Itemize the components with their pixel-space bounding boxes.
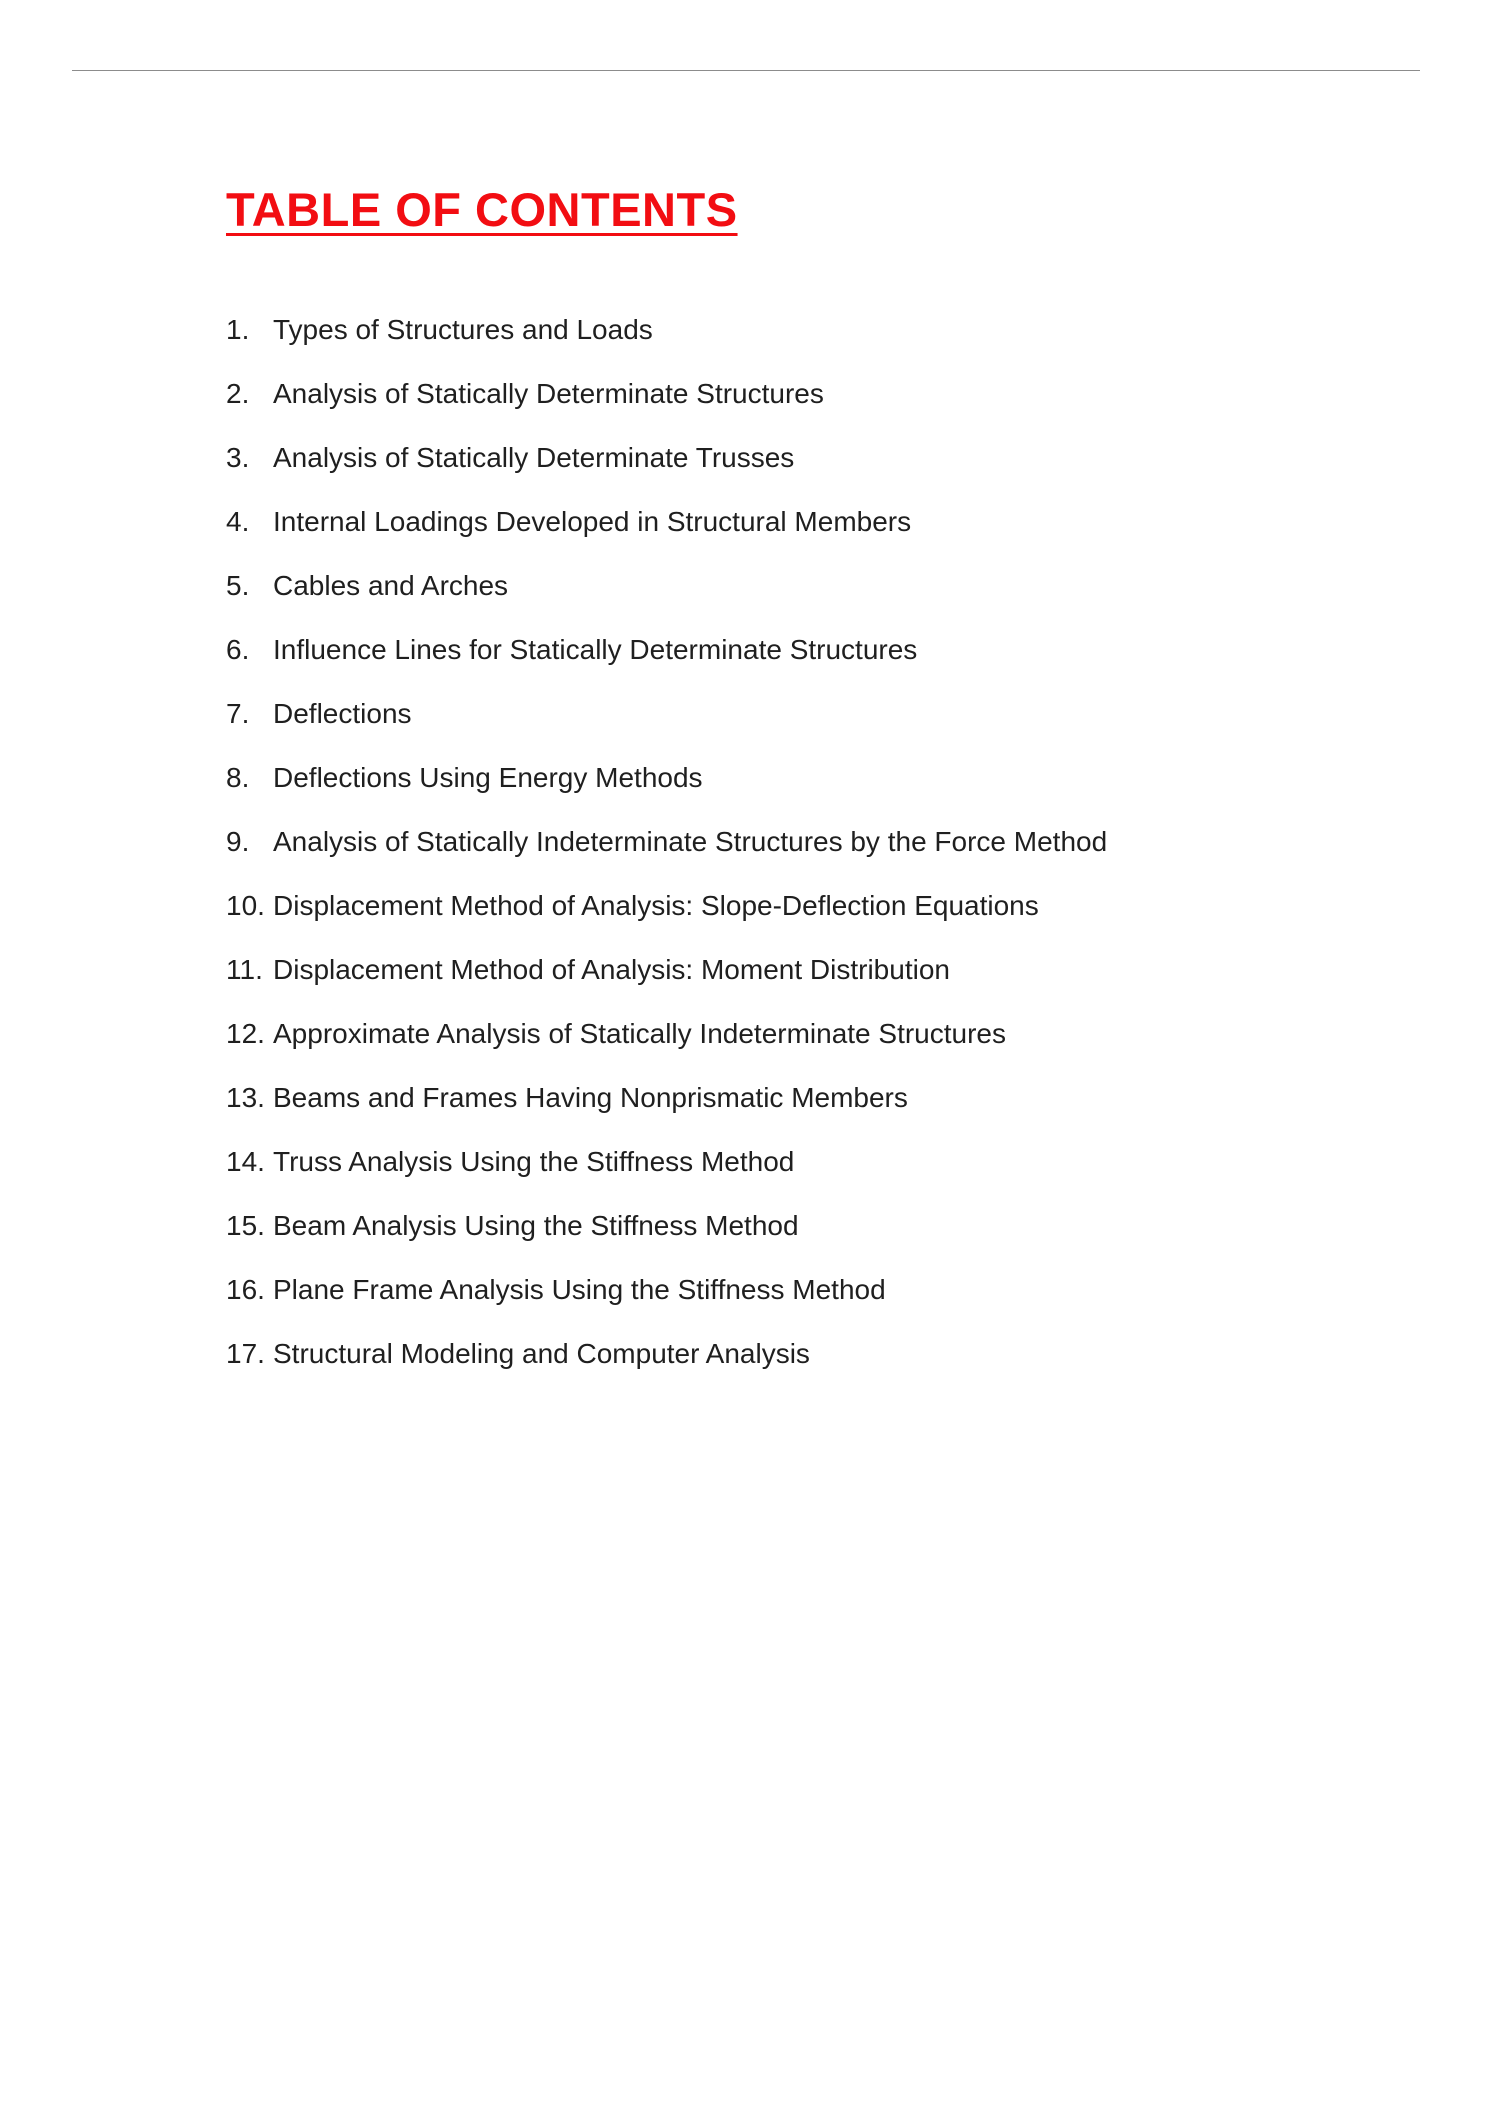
toc-item	[226, 1130, 1376, 1194]
toc-item-label: Cables and Arches	[273, 570, 509, 602]
toc-item-number: 8.	[226, 762, 250, 794]
toc-item	[226, 618, 1376, 682]
toc-item-label: Beams and Frames Having Nonprismatic Members	[273, 1082, 908, 1114]
toc-item-label: Analysis of Statically Determinate Trusses	[273, 442, 795, 474]
toc-item	[226, 682, 1376, 746]
toc-item	[226, 746, 1376, 810]
toc-item	[226, 810, 1376, 874]
toc-item	[226, 1194, 1376, 1258]
toc-item	[226, 554, 1376, 618]
toc-item	[226, 1322, 1376, 1386]
toc-item-number: 10.	[226, 890, 265, 922]
toc-item-number: 2.	[226, 378, 250, 410]
toc-item-number: 16.	[226, 1274, 265, 1306]
toc-list	[226, 298, 1376, 1386]
toc-item-label: Plane Frame Analysis Using the Stiffness Method	[273, 1274, 886, 1306]
toc-item-number: 15.	[226, 1210, 265, 1242]
toc-item-number: 4.	[226, 506, 250, 538]
toc-item-label: Beam Analysis Using the Stiffness Method	[273, 1210, 799, 1242]
toc-item	[226, 1066, 1376, 1130]
toc-item-number: 12.	[226, 1018, 265, 1050]
toc-item-label: Displacement Method of Analysis: Slope-Deflection Equations	[273, 890, 1039, 922]
toc-item-label: Structural Modeling and Computer Analysis	[273, 1338, 810, 1370]
toc-item-number: 17.	[226, 1338, 265, 1370]
toc-item-number: 13.	[226, 1082, 265, 1114]
toc-item-label: Approximate Analysis of Statically Indeterminate Structures	[273, 1018, 1007, 1050]
toc-item	[226, 938, 1376, 1002]
toc-item-label: Types of Structures and Loads	[273, 314, 653, 346]
toc-item-label: Displacement Method of Analysis: Moment Distribution	[273, 954, 950, 986]
toc-item-number: 1.	[226, 314, 250, 346]
toc-item-label: Analysis of Statically Indeterminate Structures by the Force Method	[273, 826, 1108, 858]
toc-item	[226, 874, 1376, 938]
toc-item-label: Truss Analysis Using the Stiffness Method	[273, 1146, 795, 1178]
toc-item-number: 11.	[226, 954, 263, 986]
toc-item-label: Analysis of Statically Determinate Structures	[273, 378, 824, 410]
toc-item	[226, 490, 1376, 554]
toc-item	[226, 1258, 1376, 1322]
toc-item-number: 14.	[226, 1146, 265, 1178]
toc-item-number: 5.	[226, 570, 250, 602]
page-title: TABLE OF CONTENTS	[226, 183, 738, 236]
toc-item-number: 3.	[226, 442, 250, 474]
toc-item	[226, 1002, 1376, 1066]
toc-item-label: Influence Lines for Statically Determinate Structures	[273, 634, 918, 666]
toc-item	[226, 362, 1376, 426]
header-rule	[72, 70, 1420, 71]
toc-item	[226, 426, 1376, 490]
toc-item	[226, 298, 1376, 362]
toc-item-number: 9.	[226, 826, 250, 858]
toc-item-number: 7.	[226, 698, 250, 730]
toc-item-number: 6.	[226, 634, 250, 666]
toc-item-label: Internal Loadings Developed in Structural Members	[273, 506, 912, 538]
toc-item-label: Deflections Using Energy Methods	[273, 762, 703, 794]
toc-item-label: Deflections	[273, 698, 412, 730]
